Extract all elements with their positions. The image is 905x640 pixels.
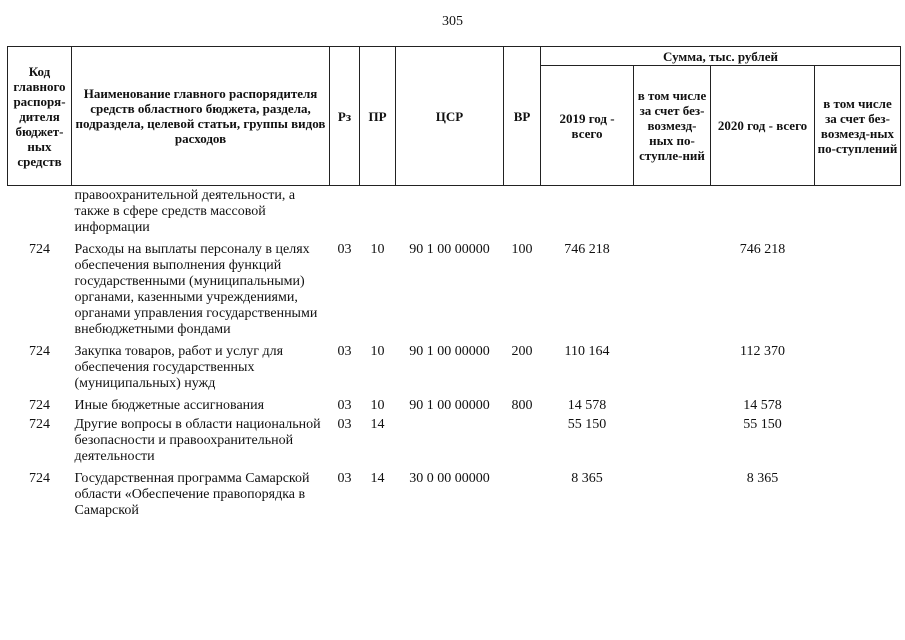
cell-pr: 10	[370, 242, 385, 257]
cell-2020	[711, 186, 815, 237]
cell-rz: 03	[337, 344, 352, 359]
cell-name: Расходы на выплаты персоналу в целях обеспечения выполнения функций государственными (муниципальными) органами, казенными учреждениями, органами управления государственными внебюджетными фондами	[74, 242, 318, 337]
col-header-2019: 2019 год - всего	[541, 66, 634, 186]
col-header-summa: Сумма, тыс. рублей	[541, 47, 901, 66]
table-row	[8, 338, 901, 392]
cell-pr	[360, 186, 396, 237]
table-row	[8, 392, 901, 414]
cell-2019: 8 365	[571, 471, 603, 486]
cell-csr	[396, 414, 504, 465]
cell-2020-bezv	[815, 414, 901, 465]
cell-2019-bezv	[634, 338, 711, 392]
cell-csr: 90 1 00 00000	[409, 344, 490, 359]
cell-name: Закупка товаров, работ и услуг для обеспечения государственных (муниципальных) нужд	[74, 344, 284, 391]
cell-2019: 110 164	[564, 344, 610, 359]
cell-2020: 8 365	[746, 471, 779, 486]
col-header-csr: ЦСР	[396, 47, 504, 186]
cell-csr	[396, 186, 504, 237]
cell-2019-bezv	[634, 236, 711, 338]
cell-2020-bezv	[815, 465, 901, 519]
page-number: 305	[442, 14, 463, 29]
cell-2020-bezv	[815, 338, 901, 392]
cell-csr: 30 0 00 00000	[409, 471, 490, 486]
cell-vr: 200	[511, 344, 533, 359]
cell-pr: 14	[370, 471, 385, 486]
cell-csr: 90 1 00 00000	[409, 242, 490, 257]
cell-vr	[504, 465, 541, 519]
cell-2019: 55 150	[567, 417, 607, 432]
cell-kod: 724	[29, 344, 50, 359]
cell-2020: 55 150	[743, 417, 782, 432]
cell-vr: 800	[511, 398, 533, 413]
cell-rz: 03	[337, 398, 352, 413]
table-row	[8, 465, 901, 519]
cell-2019: 14 578	[567, 398, 607, 413]
cell-name: Иные бюджетные ассигнования	[74, 398, 265, 413]
cell-2019-bezv	[634, 186, 711, 237]
cell-kod: 724	[29, 471, 50, 486]
table-row	[8, 414, 901, 465]
cell-2020-bezv	[815, 392, 901, 414]
cell-pr: 14	[370, 417, 385, 432]
cell-2020-bezv	[815, 186, 901, 237]
cell-rz: 03	[337, 471, 352, 486]
cell-2019-bezv	[634, 414, 711, 465]
cell-kod	[8, 186, 72, 237]
cell-name: Другие вопросы в области национальной безопасности и правоохранительной деятельности	[74, 417, 321, 464]
cell-2020: 746 218	[739, 242, 786, 257]
cell-vr	[504, 186, 541, 237]
col-header-name: Наименование главного распорядителя средств областного бюджета, раздела, подраздела, целевой статьи, группы видов расходов	[72, 47, 330, 186]
cell-pr: 10	[370, 398, 385, 413]
cell-kod: 724	[29, 398, 50, 413]
budget-table	[7, 46, 901, 519]
cell-csr: 90 1 00 00000	[409, 398, 490, 413]
cell-name: правоохранительной деятельности, а также в сфере средств массовой информации	[74, 188, 296, 235]
cell-2020: 112 370	[740, 344, 785, 359]
col-header-vr: ВР	[504, 47, 541, 186]
cell-2019: 746 218	[564, 242, 610, 257]
col-header-2020-bezv: в том числе за счет без-возмезд-ных по-ступлений	[815, 66, 901, 186]
header-row-1	[8, 47, 901, 66]
col-header-2019-bezv: в том числе за счет без-возмезд-ных по-ступле-ний	[634, 66, 711, 186]
table-row	[8, 236, 901, 338]
cell-kod: 724	[29, 242, 50, 257]
table-row	[8, 186, 901, 237]
col-header-rz: Рз	[330, 47, 360, 186]
cell-rz: 03	[337, 417, 352, 432]
cell-name: Государственная программа Самарской области «Обеспечение правопорядка в Самарской	[74, 471, 310, 518]
cell-vr: 100	[511, 242, 533, 257]
col-header-2020: 2020 год - всего	[711, 66, 815, 186]
col-header-kod: Код главного распоря-дителя бюджет-ных средств	[8, 47, 72, 186]
cell-2020-bezv	[815, 236, 901, 338]
cell-rz: 03	[337, 242, 352, 257]
col-header-pr: ПР	[360, 47, 396, 186]
cell-rz	[330, 186, 360, 237]
cell-kod: 724	[29, 417, 50, 432]
cell-2019	[541, 186, 634, 237]
cell-2019-bezv	[634, 392, 711, 414]
cell-2019-bezv	[634, 465, 711, 519]
cell-vr	[504, 414, 541, 465]
cell-2020: 14 578	[743, 398, 782, 413]
cell-pr: 10	[370, 344, 385, 359]
